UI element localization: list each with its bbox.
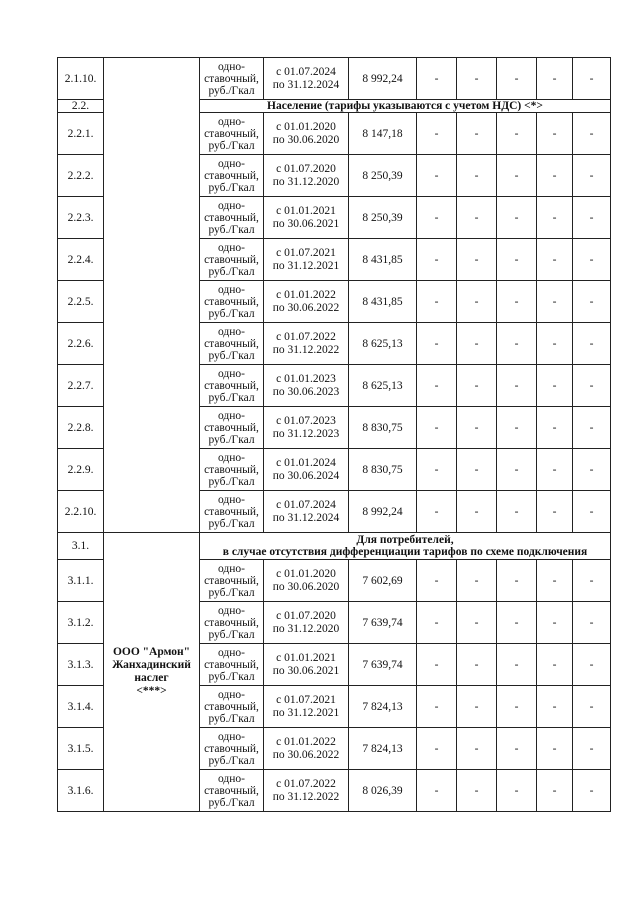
dash-cell: - bbox=[417, 323, 457, 365]
unit-cell bbox=[200, 281, 264, 323]
period-end: по 30.06.2020 bbox=[272, 133, 340, 146]
dash-cell: - bbox=[457, 155, 497, 197]
period-cell bbox=[264, 686, 349, 728]
dash-cell: - bbox=[457, 197, 497, 239]
organization-cell-blank bbox=[104, 58, 200, 533]
dash-cell: - bbox=[417, 449, 457, 491]
period-start: с 01.01.2024 bbox=[276, 456, 336, 469]
price-cell: 8 431,85 bbox=[349, 239, 417, 281]
row-number: 2.2.9. bbox=[58, 449, 104, 491]
section-number: 3.1. bbox=[58, 533, 104, 560]
dash-cell: - bbox=[573, 644, 611, 686]
dash-cell: - bbox=[573, 602, 611, 644]
unit-line: руб./Гкал bbox=[208, 391, 255, 404]
dash-cell: - bbox=[573, 407, 611, 449]
unit-line: ставочный, bbox=[204, 211, 259, 224]
dash-cell: - bbox=[497, 58, 537, 100]
unit-line: ставочный, bbox=[204, 784, 259, 797]
section-header-row bbox=[58, 533, 611, 560]
dash-cell: - bbox=[573, 449, 611, 491]
period-end: по 31.12.2021 bbox=[272, 259, 340, 272]
period-start: с 01.07.2022 bbox=[276, 330, 336, 343]
dash-cell: - bbox=[417, 197, 457, 239]
dash-cell: - bbox=[457, 602, 497, 644]
unit-cell bbox=[200, 449, 264, 491]
unit-line: одно- bbox=[217, 493, 245, 506]
unit-line: руб./Гкал bbox=[208, 349, 255, 362]
unit-cell bbox=[200, 113, 264, 155]
dash-cell: - bbox=[537, 407, 573, 449]
unit-line: одно- bbox=[217, 772, 245, 785]
unit-line: ставочный, bbox=[204, 421, 259, 434]
unit-line: руб./Гкал bbox=[208, 670, 255, 683]
dash-cell: - bbox=[537, 560, 573, 602]
dash-cell: - bbox=[457, 728, 497, 770]
section-title bbox=[200, 533, 611, 560]
period-end: по 31.12.2020 bbox=[272, 622, 340, 635]
period-cell bbox=[264, 407, 349, 449]
dash-cell: - bbox=[537, 365, 573, 407]
period-end: по 31.12.2021 bbox=[272, 706, 340, 719]
dash-cell: - bbox=[457, 239, 497, 281]
unit-line: руб./Гкал bbox=[208, 754, 255, 767]
unit-line: ставочный, bbox=[204, 253, 259, 266]
unit-line: руб./Гкал bbox=[208, 475, 255, 488]
dash-cell: - bbox=[573, 365, 611, 407]
period-start: с 01.07.2021 bbox=[276, 693, 336, 706]
period-cell bbox=[264, 365, 349, 407]
period-start: с 01.07.2022 bbox=[276, 777, 336, 790]
dash-cell: - bbox=[497, 602, 537, 644]
unit-cell bbox=[200, 197, 264, 239]
table-row bbox=[58, 58, 611, 100]
dash-cell: - bbox=[537, 728, 573, 770]
dash-cell: - bbox=[497, 560, 537, 602]
dash-cell: - bbox=[417, 155, 457, 197]
unit-line: одно- bbox=[217, 367, 245, 380]
row-number: 2.2.3. bbox=[58, 197, 104, 239]
dash-cell: - bbox=[497, 644, 537, 686]
dash-cell: - bbox=[537, 239, 573, 281]
dash-cell: - bbox=[417, 602, 457, 644]
price-cell: 8 830,75 bbox=[349, 407, 417, 449]
period-end: по 31.12.2020 bbox=[272, 175, 340, 188]
unit-cell bbox=[200, 644, 264, 686]
unit-cell bbox=[200, 602, 264, 644]
organization-note: <***> bbox=[136, 685, 167, 697]
period-end: по 30.06.2020 bbox=[272, 580, 340, 593]
price-cell: 8 992,24 bbox=[349, 58, 417, 100]
section-title: Население (тарифы указываются с учетом НДС) <*> bbox=[200, 100, 611, 113]
price-cell: 8 026,39 bbox=[349, 770, 417, 812]
period-start: с 01.01.2022 bbox=[276, 288, 336, 301]
section-number: 2.2. bbox=[58, 100, 104, 113]
unit-line: одно- bbox=[217, 325, 245, 338]
dash-cell: - bbox=[573, 560, 611, 602]
period-end: по 31.12.2022 bbox=[272, 790, 340, 803]
unit-line: руб./Гкал bbox=[208, 307, 255, 320]
dash-cell: - bbox=[573, 728, 611, 770]
unit-line: руб./Гкал bbox=[208, 223, 255, 236]
dash-cell: - bbox=[417, 491, 457, 533]
price-cell: 8 625,13 bbox=[349, 365, 417, 407]
unit-line: руб./Гкал bbox=[208, 586, 255, 599]
unit-cell bbox=[200, 686, 264, 728]
dash-cell: - bbox=[573, 58, 611, 100]
period-cell bbox=[264, 155, 349, 197]
unit-line: ставочный, bbox=[204, 127, 259, 140]
dash-cell: - bbox=[417, 407, 457, 449]
dash-cell: - bbox=[497, 686, 537, 728]
unit-cell bbox=[200, 365, 264, 407]
unit-line: одно- bbox=[217, 646, 245, 659]
dash-cell: - bbox=[497, 197, 537, 239]
price-cell: 8 250,39 bbox=[349, 155, 417, 197]
dash-cell: - bbox=[417, 560, 457, 602]
row-number: 2.2.6. bbox=[58, 323, 104, 365]
price-cell: 7 639,74 bbox=[349, 644, 417, 686]
price-cell: 8 147,18 bbox=[349, 113, 417, 155]
period-start: с 01.01.2020 bbox=[276, 567, 336, 580]
dash-cell: - bbox=[537, 686, 573, 728]
dash-cell: - bbox=[537, 449, 573, 491]
dash-cell: - bbox=[457, 365, 497, 407]
unit-line: ставочный, bbox=[204, 169, 259, 182]
unit-line: одно- bbox=[217, 115, 245, 128]
unit-line: ставочный, bbox=[204, 337, 259, 350]
unit-cell bbox=[200, 407, 264, 449]
unit-line: ставочный, bbox=[204, 72, 259, 85]
organization-name: Жанхадинский bbox=[112, 659, 191, 671]
dash-cell: - bbox=[537, 58, 573, 100]
dash-cell: - bbox=[497, 449, 537, 491]
dash-cell: - bbox=[537, 770, 573, 812]
unit-line: одно- bbox=[217, 157, 245, 170]
dash-cell: - bbox=[573, 281, 611, 323]
period-start: с 01.01.2023 bbox=[276, 372, 336, 385]
dash-cell: - bbox=[497, 365, 537, 407]
unit-cell bbox=[200, 155, 264, 197]
period-start: с 01.07.2020 bbox=[276, 162, 336, 175]
dash-cell: - bbox=[537, 113, 573, 155]
dash-cell: - bbox=[417, 281, 457, 323]
dash-cell: - bbox=[417, 644, 457, 686]
dash-cell: - bbox=[497, 239, 537, 281]
unit-line: одно- bbox=[217, 409, 245, 422]
unit-line: руб./Гкал bbox=[208, 433, 255, 446]
row-number: 2.2.7. bbox=[58, 365, 104, 407]
unit-line: одно- bbox=[217, 60, 245, 73]
unit-cell bbox=[200, 770, 264, 812]
dash-cell: - bbox=[497, 323, 537, 365]
period-start: с 01.01.2021 bbox=[276, 204, 336, 217]
price-cell: 7 639,74 bbox=[349, 602, 417, 644]
dash-cell: - bbox=[457, 491, 497, 533]
dash-cell: - bbox=[497, 770, 537, 812]
tariff-table-body bbox=[58, 58, 611, 812]
unit-line: ставочный, bbox=[204, 379, 259, 392]
row-number: 3.1.6. bbox=[58, 770, 104, 812]
period-cell bbox=[264, 602, 349, 644]
dash-cell: - bbox=[457, 281, 497, 323]
period-end: по 30.06.2021 bbox=[272, 217, 340, 230]
period-start: с 01.01.2021 bbox=[276, 651, 336, 664]
organization-cell bbox=[104, 533, 200, 812]
dash-cell: - bbox=[537, 197, 573, 239]
price-cell: 8 431,85 bbox=[349, 281, 417, 323]
dash-cell: - bbox=[537, 644, 573, 686]
unit-cell bbox=[200, 560, 264, 602]
section-title-line: Для потребителей, bbox=[356, 534, 454, 546]
period-cell bbox=[264, 281, 349, 323]
period-cell bbox=[264, 239, 349, 281]
unit-line: руб./Гкал bbox=[208, 517, 255, 530]
dash-cell: - bbox=[537, 155, 573, 197]
dash-cell: - bbox=[537, 602, 573, 644]
dash-cell: - bbox=[573, 155, 611, 197]
unit-line: ставочный, bbox=[204, 505, 259, 518]
unit-line: одно- bbox=[217, 451, 245, 464]
price-cell: 7 824,13 bbox=[349, 686, 417, 728]
period-cell bbox=[264, 770, 349, 812]
unit-line: одно- bbox=[217, 199, 245, 212]
dash-cell: - bbox=[457, 113, 497, 155]
period-start: с 01.01.2022 bbox=[276, 735, 336, 748]
unit-line: руб./Гкал bbox=[208, 796, 255, 809]
row-number: 3.1.1. bbox=[58, 560, 104, 602]
dash-cell: - bbox=[573, 113, 611, 155]
dash-cell: - bbox=[573, 770, 611, 812]
row-number: 2.2.10. bbox=[58, 491, 104, 533]
dash-cell: - bbox=[573, 491, 611, 533]
unit-line: ставочный, bbox=[204, 700, 259, 713]
unit-line: одно- bbox=[217, 688, 245, 701]
price-cell: 8 830,75 bbox=[349, 449, 417, 491]
period-end: по 31.12.2024 bbox=[272, 78, 340, 91]
dash-cell: - bbox=[537, 281, 573, 323]
organization-name: ООО "Армон" bbox=[112, 646, 191, 658]
dash-cell: - bbox=[457, 644, 497, 686]
period-end: по 30.06.2022 bbox=[272, 748, 340, 761]
dash-cell: - bbox=[457, 449, 497, 491]
dash-cell: - bbox=[417, 113, 457, 155]
period-end: по 30.06.2023 bbox=[272, 385, 340, 398]
unit-line: ставочный, bbox=[204, 295, 259, 308]
unit-cell bbox=[200, 239, 264, 281]
row-number: 2.2.1. bbox=[58, 113, 104, 155]
period-cell bbox=[264, 197, 349, 239]
unit-line: ставочный, bbox=[204, 463, 259, 476]
dash-cell: - bbox=[457, 686, 497, 728]
row-number: 2.2.2. bbox=[58, 155, 104, 197]
dash-cell: - bbox=[457, 407, 497, 449]
unit-cell bbox=[200, 728, 264, 770]
dash-cell: - bbox=[457, 560, 497, 602]
dash-cell: - bbox=[417, 58, 457, 100]
period-start: с 01.01.2020 bbox=[276, 120, 336, 133]
dash-cell: - bbox=[497, 281, 537, 323]
dash-cell: - bbox=[573, 239, 611, 281]
period-cell bbox=[264, 560, 349, 602]
dash-cell: - bbox=[497, 491, 537, 533]
tariff-table bbox=[57, 57, 611, 812]
row-number: 3.1.2. bbox=[58, 602, 104, 644]
period-cell bbox=[264, 449, 349, 491]
dash-cell: - bbox=[573, 197, 611, 239]
dash-cell: - bbox=[497, 155, 537, 197]
row-number: 2.2.8. bbox=[58, 407, 104, 449]
unit-line: ставочный, bbox=[204, 574, 259, 587]
dash-cell: - bbox=[537, 323, 573, 365]
dash-cell: - bbox=[573, 686, 611, 728]
dash-cell: - bbox=[457, 323, 497, 365]
unit-line: одно- bbox=[217, 730, 245, 743]
period-end: по 31.12.2022 bbox=[272, 343, 340, 356]
period-start: с 01.07.2023 bbox=[276, 414, 336, 427]
unit-cell bbox=[200, 323, 264, 365]
period-end: по 30.06.2024 bbox=[272, 469, 340, 482]
unit-line: ставочный, bbox=[204, 658, 259, 671]
period-start: с 01.07.2024 bbox=[276, 65, 336, 78]
row-number: 3.1.4. bbox=[58, 686, 104, 728]
price-cell: 8 625,13 bbox=[349, 323, 417, 365]
unit-line: руб./Гкал bbox=[208, 181, 255, 194]
price-cell: 7 824,13 bbox=[349, 728, 417, 770]
unit-line: руб./Гкал bbox=[208, 265, 255, 278]
unit-line: руб./Гкал bbox=[208, 84, 255, 97]
row-number: 2.2.5. bbox=[58, 281, 104, 323]
dash-cell: - bbox=[417, 728, 457, 770]
unit-line: одно- bbox=[217, 604, 245, 617]
period-cell bbox=[264, 323, 349, 365]
dash-cell: - bbox=[537, 491, 573, 533]
unit-line: одно- bbox=[217, 562, 245, 575]
unit-cell bbox=[200, 491, 264, 533]
period-end: по 30.06.2022 bbox=[272, 301, 340, 314]
dash-cell: - bbox=[497, 113, 537, 155]
period-end: по 31.12.2024 bbox=[272, 511, 340, 524]
row-number: 3.1.3. bbox=[58, 644, 104, 686]
period-cell bbox=[264, 58, 349, 100]
unit-cell bbox=[200, 58, 264, 100]
period-end: по 31.12.2023 bbox=[272, 427, 340, 440]
dash-cell: - bbox=[497, 407, 537, 449]
row-number: 2.1.10. bbox=[58, 58, 104, 100]
period-cell bbox=[264, 113, 349, 155]
dash-cell: - bbox=[417, 686, 457, 728]
period-cell bbox=[264, 491, 349, 533]
section-title-line: в случае отсутствия дифференциации тарифов по схеме подключения bbox=[222, 546, 588, 558]
dash-cell: - bbox=[497, 728, 537, 770]
unit-line: руб./Гкал bbox=[208, 628, 255, 641]
unit-line: ставочный, bbox=[204, 742, 259, 755]
period-start: с 01.07.2024 bbox=[276, 498, 336, 511]
price-cell: 8 250,39 bbox=[349, 197, 417, 239]
unit-line: ставочный, bbox=[204, 616, 259, 629]
price-cell: 8 992,24 bbox=[349, 491, 417, 533]
period-start: с 01.07.2021 bbox=[276, 246, 336, 259]
period-end: по 30.06.2021 bbox=[272, 664, 340, 677]
unit-line: руб./Гкал bbox=[208, 712, 255, 725]
dash-cell: - bbox=[417, 770, 457, 812]
dash-cell: - bbox=[457, 770, 497, 812]
unit-line: руб./Гкал bbox=[208, 139, 255, 152]
dash-cell: - bbox=[457, 58, 497, 100]
period-cell bbox=[264, 644, 349, 686]
unit-line: одно- bbox=[217, 241, 245, 254]
organization-name: наслег bbox=[134, 672, 169, 684]
dash-cell: - bbox=[417, 239, 457, 281]
unit-line: одно- bbox=[217, 283, 245, 296]
dash-cell: - bbox=[417, 365, 457, 407]
row-number: 3.1.5. bbox=[58, 728, 104, 770]
row-number: 2.2.4. bbox=[58, 239, 104, 281]
period-cell bbox=[264, 728, 349, 770]
price-cell: 7 602,69 bbox=[349, 560, 417, 602]
dash-cell: - bbox=[573, 323, 611, 365]
period-start: с 01.07.2020 bbox=[276, 609, 336, 622]
